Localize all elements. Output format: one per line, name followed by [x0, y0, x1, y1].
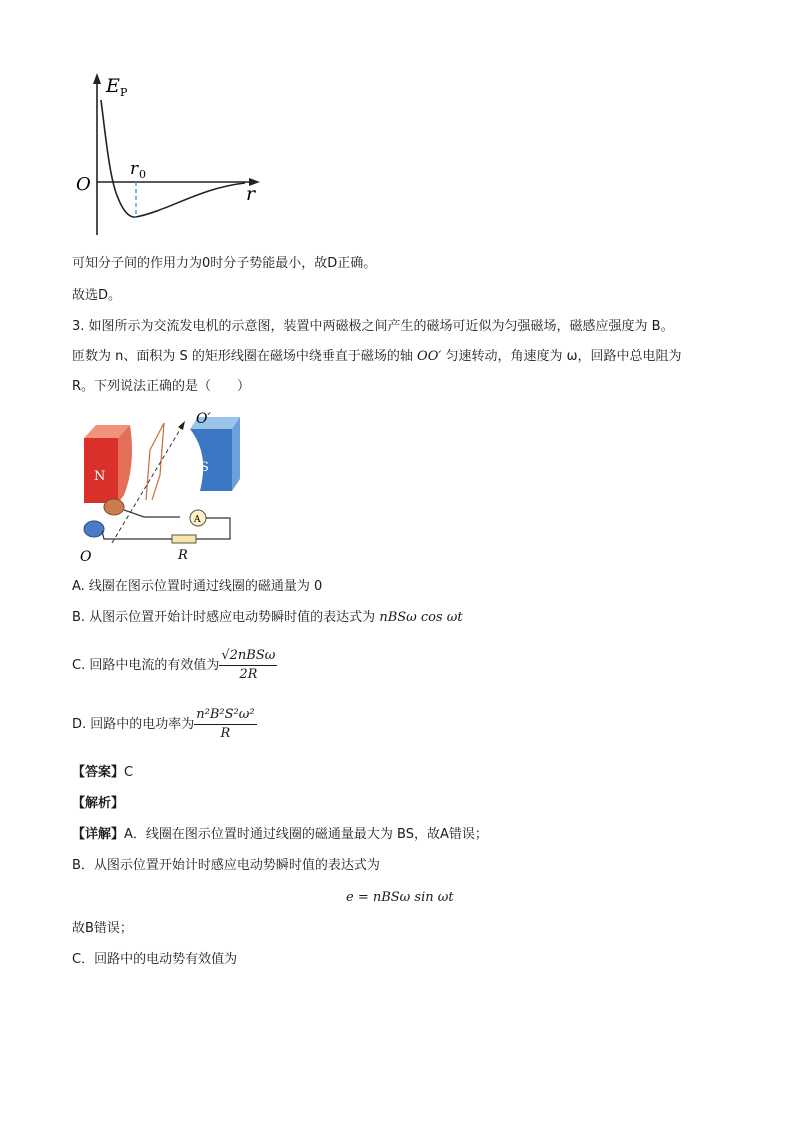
option-d-numerator: n²B²S²ω² [194, 707, 256, 725]
option-c-numerator: √2nBSω [219, 648, 277, 666]
option-b-text: B. 从图示位置开始计时感应电动势瞬时值的表达式为 [72, 610, 376, 625]
option-b-expression: nBSω cos ωt [379, 610, 463, 625]
resistor-label: R [178, 548, 188, 563]
potential-energy-curve [101, 100, 245, 217]
r0-label: r [130, 159, 139, 179]
question-3-line-2 [72, 348, 681, 366]
option-d-fraction [194, 707, 256, 742]
option-d [72, 707, 257, 742]
conclusion-text: 可知分子间的作用力为0时分子势能最小，故D正确。 [72, 256, 377, 271]
ammeter-label: A [194, 515, 201, 525]
question-3-line-2-pre: 匝数为 n、面积为 S 的矩形线圈在磁场中绕垂直于磁场的轴 [72, 349, 413, 364]
question-3-line-3: R。下列说法正确的是（ ） [72, 379, 251, 394]
detail-b: B．从图示位置开始计时感应电动势瞬时值的表达式为 [72, 858, 380, 873]
origin-label: O [76, 174, 91, 195]
r0-subscript: 0 [139, 168, 146, 181]
detail-c: C．回路中的电动势有效值为 [72, 952, 238, 967]
detail-label: 【详解】 [72, 827, 125, 842]
option-c [72, 648, 277, 683]
ac-generator-figure [72, 405, 244, 570]
option-c-denominator: 2R [239, 667, 258, 682]
answer-value: C [124, 765, 134, 780]
y-axis-subscript: P [120, 86, 128, 99]
emf-formula: e = nBSω sin ωt [346, 890, 454, 905]
s-pole-side [232, 417, 240, 491]
circuit-wire-lower [102, 531, 172, 539]
detail-a [72, 826, 488, 844]
o-prime-label: O′ [196, 411, 211, 427]
option-c-text: C. 回路中电流的有效值为 [72, 657, 220, 673]
question-3-line-1: 3. 如图所示为交流发电机的示意图，装置中两磁极之间产生的磁场可近似为匀强磁场，磁感应强度为 B。 [72, 319, 674, 334]
option-d-text: D. 回路中的电功率为 [72, 716, 195, 732]
n-pole-curved-face [118, 425, 132, 503]
slip-ring-lower [84, 521, 104, 537]
slip-ring-upper [104, 499, 124, 515]
s-pole-label: S [200, 460, 209, 475]
y-axis-label: E [106, 75, 120, 97]
o-label: O [80, 549, 92, 565]
rotation-axis-label: OO′ [417, 349, 442, 364]
option-b [72, 609, 463, 627]
y-axis-arrow [93, 73, 101, 84]
ep-r-graph [70, 70, 270, 240]
option-d-denominator: R [220, 726, 231, 741]
answer-line [72, 764, 133, 782]
x-axis-label: r [246, 183, 256, 205]
question-3-line-2-post: 匀速转动，角速度为 ω，回路中总电阻为 [445, 349, 682, 364]
circuit-wire-upper [124, 510, 180, 517]
option-a: A. 线圈在图示位置时通过线圈的磁通量为 0 [72, 579, 323, 594]
analysis-label: 【解析】 [72, 796, 125, 811]
coil-loop [146, 423, 164, 500]
rotation-axis-arrow [178, 421, 185, 430]
selection-text: 故选D。 [72, 288, 122, 303]
resistor-symbol [172, 535, 196, 543]
s-pole-front [190, 429, 232, 491]
n-pole-label: N [94, 469, 106, 484]
b-conclusion: 故B错误； [72, 921, 133, 936]
answer-label: 【答案】 [72, 765, 125, 780]
detail-a-text: A．线圈在图示位置时通过线圈的磁通量最大为 BS，故A错误； [124, 827, 488, 842]
option-c-fraction [219, 648, 277, 683]
